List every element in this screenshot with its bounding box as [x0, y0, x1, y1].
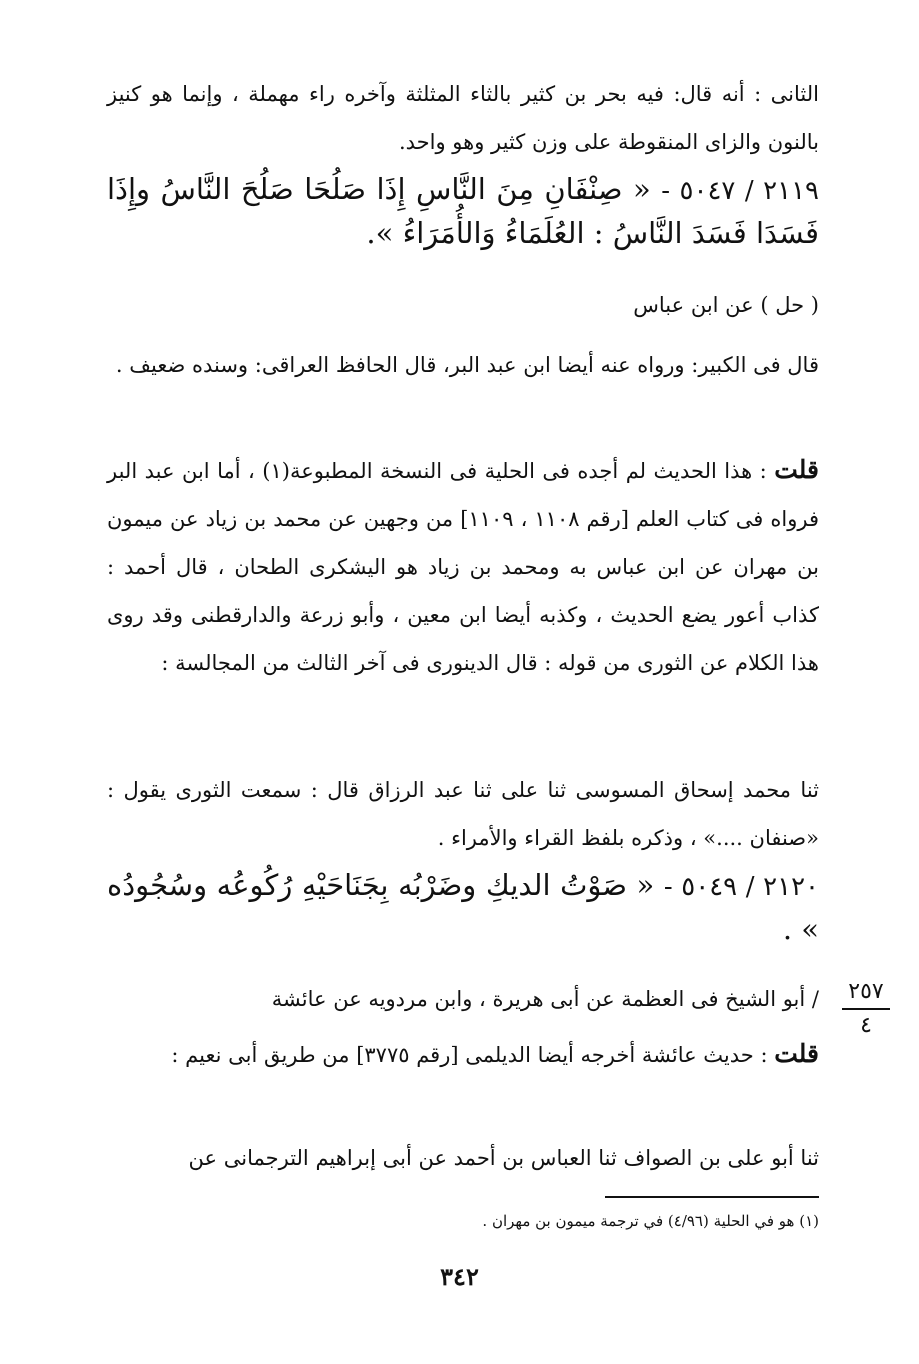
margin-reference: [838, 978, 894, 1040]
paragraph-7-text: : حديث عائشة أخرجه أيضا الديلمى [رقم ٣٧٧٥] من طريق أبى نعيم :: [171, 1043, 768, 1067]
paragraph-2: [107, 281, 819, 329]
margin-reference-bottom: ٤: [860, 1013, 872, 1038]
hadith-2119-text: « صِنْفَانِ مِنَ النَّاسِ إِذَا صَلُحَا صَلُحَ النَّاسُ وإِذَا فَسَدَا فَسَدَ النَّاسُ : العُلَمَاءُ وَالأُمَرَاءُ ».: [107, 172, 819, 250]
paragraph-7: [107, 1030, 819, 1079]
paragraph-6-text: / أبو الشيخ فى العظمة عن أبى هريرة ، وابن مردويه عن عائشة: [271, 987, 819, 1011]
qult-label: قلت: [774, 455, 819, 484]
paragraph-5-text: ثنا محمد إسحاق المسوسى ثنا على ثنا عبد الرزاق قال : سمعت الثورى يقول : «صنفان ....» ، وذكره بلفظ القراء والأمراء .: [107, 778, 819, 850]
paragraph-1: [107, 70, 819, 166]
paragraph-3-text: قال فى الكبير: ورواه عنه أيضا ابن عبد البر، قال الحافظ العراقى: وسنده ضعيف .: [115, 353, 819, 377]
paragraph-3: [107, 341, 819, 389]
qult-label: قلت: [774, 1039, 819, 1068]
paragraph-5: [107, 766, 819, 862]
paragraph-8: [107, 1134, 819, 1182]
hadith-2120: [107, 864, 819, 950]
paragraph-8-text: ثنا أبو على بن الصواف ثنا العباس بن أحمد عن أبى إبراهيم الترجمانى عن: [188, 1146, 819, 1170]
footnote: (١) هو في الحلية (٤/٩٦) في ترجمة ميمون بن مهران .: [482, 1212, 819, 1230]
paragraph-4-text: : هذا الحديث لم أجده فى الحلية فى النسخة المطبوعة(١) ، أما ابن عبد البر فرواه فى كتاب العلم [رقم ١١٠٨ ، ١١٠٩] من وجهين عن محمد بن زياد عن ميمون بن مهران عن ابن عباس به ومحمد بن زياد هو اليشكرى الطحان ، قال أحمد : كذاب أعور يضع الحديث ، وكذبه أيضا ابن معين ، وأبو زرعة والدارقطنى وقد روى هذا الكلام عن الثورى من قوله : قال الدينورى فى آخر الثالث من المجالسة :: [107, 459, 819, 675]
hadith-2120-text: « صَوْتُ الديكِ وضَرْبُه بِجَنَاحَيْهِ رُكُوعُه وسُجُودُه » .: [107, 868, 819, 946]
hadith-2120-number: ٢١٢٠ / ٥٠٤٩ -: [663, 872, 819, 902]
paragraph-6: [107, 975, 819, 1023]
margin-reference-divider: [842, 1008, 890, 1010]
paragraph-2-text: ( حل ) عن ابن عباس: [633, 293, 819, 317]
hadith-2119-number: ٢١١٩ / ٥٠٤٧ -: [661, 176, 820, 206]
page-number: ٣٤٢: [440, 1262, 479, 1291]
footnote-divider: [605, 1196, 819, 1198]
margin-reference-top: ٢٥٧: [848, 979, 884, 1004]
paragraph-4: [107, 446, 819, 687]
hadith-2119: [107, 168, 819, 254]
paragraph-1-text: الثانى : أنه قال: فيه بحر بن كثير بالثاء المثلثة وآخره راء مهملة ، وإنما هو كنيز بالنون والزاى المنقوطة على وزن كثير وهو واحد.: [107, 82, 819, 154]
